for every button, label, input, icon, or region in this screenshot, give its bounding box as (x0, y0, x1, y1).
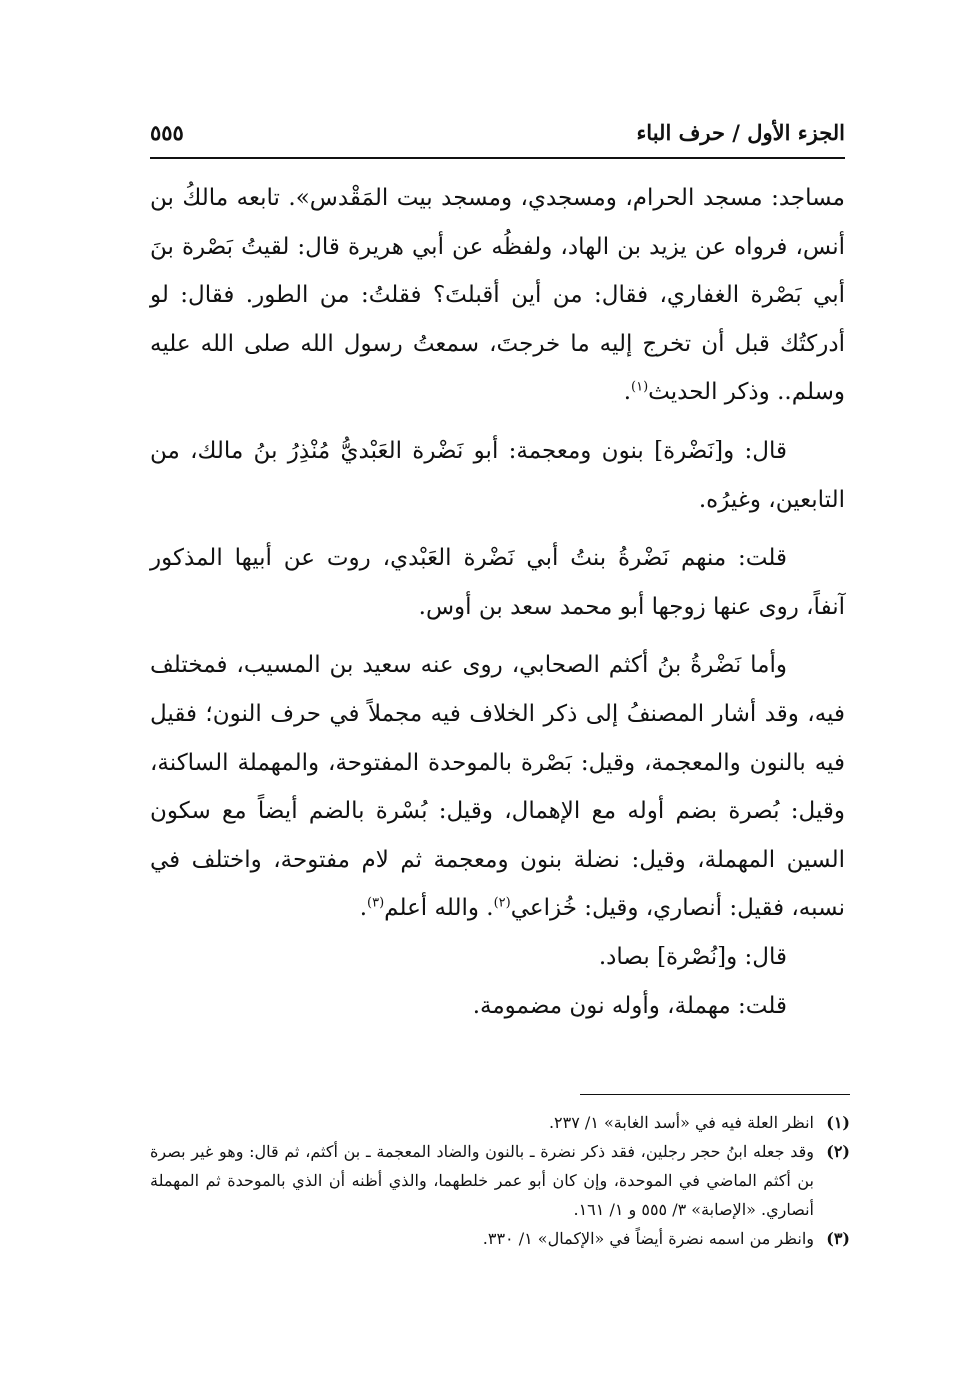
footnote-number: (٣) (826, 1229, 850, 1248)
paragraph-comment-daughter: قلت: منهم نَضْرةُ بنتُ أبي نَضْرة العَبْدي، روت عن أبيها المذكور آنفاً، روى عنها زوجها أبو محمد سعد بن أوس. (150, 545, 845, 620)
paragraph-entry-nusra: قال: و[نُصْرة] بصاد. (598, 943, 787, 970)
footnote-1 (150, 1108, 850, 1137)
footnote-rule (580, 1094, 850, 1095)
footnote-2 (150, 1137, 850, 1224)
paragraph-continuation: مساجد: مسجد الحرام، ومسجدي، ومسجد بيت المَقْدس». تابعه مالكُ بن أنس، فرواه عن يزيد بن الهاد، ولفظُه عن أبي هريرة قال: لقيتُ بَصْرة بنَ أبي بَصْرة الغفاري، فقال: من أين أقبلتَ؟ فقلتُ: من الطور. فقال: لو أدركتُك قبل أن تخرج إليه ما خرجتَ، سمعتُ رسول الله صلى الله عليه وسلم.. وذكر الحديث$^{(١)}$. (150, 185, 845, 406)
footnote-ref: (١) (631, 379, 649, 395)
paragraph-comment-companion: وأما نَضْرةُ بنُ أكثم الصحابي، روى عنه سعيد بن المسيب، فمختلف فيه، وقد أشار المصنفُ إلى ذكر الخلاف فيه مجملاً في حرف النون؛ فقيل فيه بالنون والمعجمة، وقيل: بَصْرة بالموحدة المفتوحة، والمهملة الساكنة، وقيل: بُصرة بضم أوله مع الإهمال، وقيل: بُسْرة بالضم أيضاً مع سكون السين المهملة، وقيل: نضلة بنون ومعجمة ثم لام مفتوحة، واختلف في نسبه، فقيل: أنصاري، وقيل: خُزاعي$^{(٢)}$. والله أعلم$^{(٣)}$. (150, 652, 845, 922)
main-text (150, 174, 845, 1030)
header-rule (150, 157, 845, 159)
footnote-3 (150, 1224, 850, 1253)
footnotes (150, 1108, 850, 1253)
footnote-ref: (٢) (493, 895, 511, 911)
footnote-number: (١) (826, 1113, 850, 1132)
footnote-number: (٢) (826, 1142, 850, 1161)
footnote-ref: (٣) (367, 895, 385, 911)
footnote-text: انظر العلة فيه في «أسد الغابة» ١/ ٢٣٧. (548, 1113, 814, 1132)
footnote-text: وانظر من اسمه نضرة أيضاً في «الإكمال» ١/ ٣٣٠. (482, 1229, 814, 1248)
page-header (150, 116, 845, 156)
paragraph-entry-nadra: قال: و[نَضْرة] بنون ومعجمة: أبو نَضْرة العَبْديُّ مُنْذِرُ بنُ مالك، من التابعين، وغيرُه. (150, 437, 845, 513)
paragraph-comment-nusra: قلت: مهملة، وأوله نون مضمومة. (472, 992, 787, 1019)
page-number: ٥٥٥ (150, 120, 184, 145)
footnote-text: وقد جعله ابنُ حجر رجلين، فقد ذكر نضرة ـ بالنون والضاد المعجمة ـ بن أكثم، ثم قال: وهو غير بصرة بن أكثم الماضي في الموحدة، وإن كان أبو عمر خلطهما، والذي أظنه أن الذي بالموحدة ثم المهملة أنصاري. «الإصابة» ٣/ ٥٥٥ و ١/ ١٦١. (150, 1142, 814, 1219)
running-title: الجزء الأول / حرف الباء (636, 120, 845, 145)
